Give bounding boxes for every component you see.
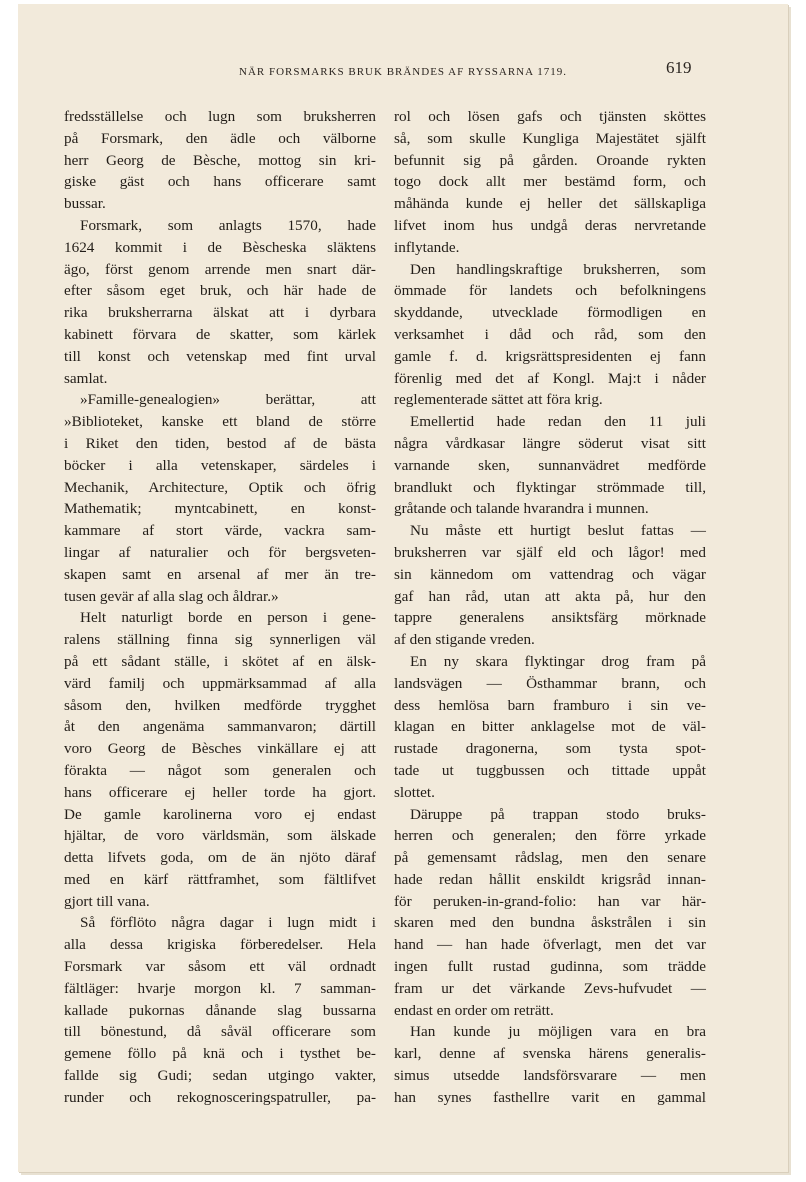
text-line: brandlukt och flyktingar strömmade till, [394,478,706,496]
book-page [18,4,788,1172]
text-line: kammare af stort värde, vackra sam- [64,522,376,540]
text-line: gamle f. d. krigsrättspresidenten ej fann [394,347,706,365]
right-column [394,106,706,1109]
text-line: på Forsmark, den ädle och välborne [64,129,376,147]
text-line: till konst och vetenskap med fint urval [64,347,376,365]
text-line: till bönestund, då såväl officerare som [64,1023,376,1041]
text-line: böcker i alla vetenskaper, särdeles i [64,456,376,474]
text-line: förenlig med det af Kongl. Maj:t i nåder [394,369,706,387]
text-line: samlat. [64,369,108,387]
text-line: rol och lösen gafs och tjänsten sköttes [394,108,706,125]
text-line: »Biblioteket, kanske ett bland de större [64,413,376,431]
text-line: tusen gevär af alla slag och åldrar.» [64,587,279,605]
text-line: på gemensamt rådslag, men den senare [394,849,706,867]
text-line: med en kärf rättframhet, som fältlifvet [64,870,376,888]
text-line: klagan en bitter anklagelse mot de väl- [394,718,706,736]
text-line: efter såsom eget bruk, och här hade de [64,282,376,300]
text-line: inflytande. [394,238,460,256]
text-line: Mathematik; myntcabinett, en konst- [64,500,376,518]
text-line: fram ur det värkande Zevs-hufvudet — [394,979,706,997]
page-number: 619 [666,58,692,77]
text-line: slottet. [394,783,435,801]
text-line: rika bruksherrarna älskat att i dyrbara [64,304,376,322]
text-line: gemene föllo på knä och i tysthet be- [64,1045,376,1063]
text-line: Nu måste ett hurtigt beslut fattas — [410,522,706,540]
text-line: förakta — något som generalen och [64,761,376,779]
text-line: 1624 kommit i de Bèscheska släktens [64,238,376,256]
text-line: så, som skulle Kungliga Majestätet själft [394,129,706,147]
text-line: värd familj och uppmärksammad af alla [64,674,376,692]
text-line: varnande sken, sunnanvädret medförde [394,456,706,474]
text-line: rustade dragonerna, som tysta spot- [394,740,706,758]
text-line: herr Georg de Bèsche, mottog sin kri- [64,151,376,169]
text-line: ägo, först genom arrende men snart där- [64,260,376,278]
text-line: detta lifvets goda, om de än njöto däraf [64,849,376,867]
text-line: tade ut tuggbussen och tittade uppåt [394,761,706,779]
text-line: i Riket den tiden, bestod af de bästa [64,434,376,452]
text-line: tappre generalens ansiktsfärg mörknade [394,609,706,627]
text-line: bussar. [64,195,106,213]
text-line: runder och rekognosceringspatruller, pa- [64,1088,376,1106]
text-line: landsvägen — Östhammar brann, och [394,674,706,692]
text-line: skapen samt en arsenal af mer än tre- [64,565,376,583]
text-line: togo dock allt mer bestämd form, och [394,173,706,191]
text-line: några vårdkasar längre söderut visat sitt [394,434,706,452]
text-line: Helt naturligt borde en person i gene- [80,609,376,627]
text-line: hans officerare ej heller torde ha gjort. [64,783,376,801]
text-line: Så förflöto några dagar i lugn midt i [80,914,376,932]
text-line: skaren med den bundna åskstrålen i sin [394,914,706,932]
text-line: De gamle karolinerna voro ej endast [64,805,376,823]
text-line: sin kännedom om vattendrag och vägar [394,565,706,583]
text-line: fältläger: hvarje morgon kl. 7 samman- [64,979,376,997]
text-line: gjort till vana. [64,892,150,910]
text-line: måhända kunde ej heller det sällskapliga [394,195,706,213]
text-line: Mechanik, Architecture, Optik och öfrig [64,478,376,496]
left-column [64,106,376,1109]
text-line: Forsmark, som anlagts 1570, hade [80,216,376,234]
text-line: såsom den, hvilken medförde trygghet [64,696,376,714]
text-line: på ett sådant ställe, i skötet af en älsk- [64,652,376,670]
text-line: reglementerade sättet att föra krig. [394,391,603,409]
text-line: Forsmark var såsom ett väl ordnadt [64,958,376,976]
text-line: ömmade för landets och befolkningens [394,282,706,300]
text-line: fallde sig Gudi; sedan utgingo vakter, [64,1067,376,1085]
text-line: fredsställelse och lugn som bruksherren [64,108,376,125]
text-line: gråtande och talande hvarandra i munnen. [394,500,649,518]
text-line: skyddande, utvecklade förmodligen en [394,304,706,322]
text-line: lingar af naturalier och för bergsveten- [64,543,376,561]
text-line: kabinett förvara de skatter, som kärlek [64,325,376,343]
text-line: ralens ställning finna sig synnerligen väl [64,631,376,649]
text-line: alla dessa krigiska förberedelser. Hela [64,936,376,954]
text-line: gaf han råd, utan att akta på, hur den [394,587,706,605]
text-line: »Famille-genealogien» berättar, att [80,391,376,409]
text-line: ingen fullt rustad gudinna, som trädde [394,958,706,976]
text-line: af den stigande vreden. [394,631,535,649]
text-line: lifvet inom hus undgå deras nervretande [394,216,706,234]
text-line: kallade pukornas dånande slag bussarna [64,1001,376,1019]
text-line: verksamhet i dåd och råd, som den [394,325,706,343]
text-line: En ny skara flyktingar drog fram på [410,652,706,670]
text-line: Den handlingskraftige bruksherren, som [410,260,706,278]
text-line: han synes fasthellre varit en gammal [394,1088,706,1106]
text-line: hade redan hållit enskildt krigsråd innan- [394,870,706,888]
text-line: herren och generalen; den förre yrkade [394,827,706,845]
text-line: Han kunde ju möjligen vara en bra [410,1023,706,1041]
text-line: endast en order om reträtt. [394,1001,554,1019]
text-line: giske gäst och hans officerare samt [64,173,376,191]
text-line: Emellertid hade redan den 11 juli [410,413,706,431]
text-line: bruksherren var själf eld och lågor! med [394,543,706,561]
text-line: Däruppe på trappan stodo bruks- [410,805,706,823]
text-line: voro Georg de Bèsches vinkällare ej att [64,740,376,758]
text-line: hand — han hade öfverlagt, men det var [394,936,706,954]
text-line: karl, denne af svenska härens generalis- [394,1045,706,1063]
text-line: dess hemlösa barn framburo i sin ve- [394,696,706,714]
text-line: åt den angenäma sammanvaron; därtill [64,718,376,736]
text-line: för peruken-in-grand-folio: han var här- [394,892,706,910]
text-line: hjältar, de voro världsmän, som älskade [64,827,376,845]
text-line: befunnit sig på gården. Oroande rykten [394,151,706,169]
running-title: NÄR FORSMARKS BRUK BRÄNDES AF RYSSARNA 1719. [239,66,567,78]
text-line: simus utsedde landsförsvarare — men [394,1067,706,1085]
